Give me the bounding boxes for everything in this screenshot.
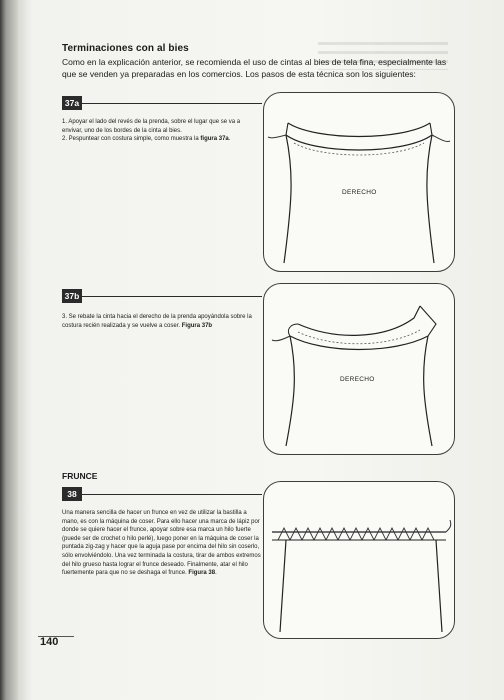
figure-37a-side-label: DERECHO: [342, 189, 377, 196]
section-title: Terminaciones con al bies: [62, 43, 189, 54]
figure-37b-side-label: DERECHO: [340, 376, 375, 383]
figure-ref-38: Figura 38: [188, 570, 216, 577]
step-rule-37b: [82, 296, 262, 297]
book-spine-shadow: [0, 0, 18, 700]
figure-38-drawing: [264, 482, 454, 638]
step-text-37a: [62, 118, 258, 144]
frunce-period: .: [215, 570, 217, 577]
figure-37a-drawing: [264, 93, 454, 271]
page-number: 140: [40, 636, 59, 648]
frunce-instruction: Una manera sencilla de hacer un frunce en vez de utilizar la bastilla a mano, es con la máquina de coser. Para ello hacer una marca de lápiz por donde se quiere hacer el frunce, apoyar sobre esa marca un hilo fuerte (puede ser de crochet o hilo perlé), luego poner en la máquina de coser la puntada zig-zag y hacer que la aguja pase por encima del hilo sin coserlo, sólo envolviéndolo. Una vez terminada la costura, tirar de ambos extremos del hilo grueso hasta lograr el frunce deseado. Finalmente, atar el hilo fuertemente para que no se deshaga el frunce.: [62, 510, 261, 577]
frunce-title: FRUNCE: [62, 471, 98, 481]
intro-paragraph: Como en la explicación anterior, se recomienda el uso de cintas al bies de tela fina, especialmente las que se venden ya preparadas en los comercios. Los pasos de esta técnica son los siguientes:: [62, 57, 447, 79]
figure-38: [263, 481, 455, 639]
figure-37b-drawing: [264, 284, 454, 454]
step-rule-38: [82, 494, 262, 495]
step-label-38: 38: [62, 487, 82, 501]
figure-37b: [263, 283, 455, 455]
figure-ref-37a: figura 37a: [200, 136, 229, 143]
figure-37a: [263, 92, 455, 272]
step-text-38: [62, 509, 262, 578]
step-rule-37a: [82, 103, 262, 104]
step-37b-instruction: 3. Se rebate la cinta hacia el derecho de la prenda apoyándola sobre la costura recién realizada y se vuelve a coser.: [62, 314, 252, 329]
step-37a-period: .: [228, 136, 231, 143]
figure-ref-37b: Figura 37b: [181, 322, 213, 329]
step-label-37a: 37a: [62, 96, 82, 110]
step-37a-instruction-2: 2. Pespuntear con costura simple, como muestra la: [62, 136, 201, 143]
step-text-37b: [62, 313, 258, 330]
step-37a-instruction-1: 1. Apoyar el lado del revés de la prenda, sobre el lugar que se va a envivar, uno de los bordes de la cinta al bies.: [62, 119, 241, 134]
step-label-37b: 37b: [62, 289, 82, 303]
